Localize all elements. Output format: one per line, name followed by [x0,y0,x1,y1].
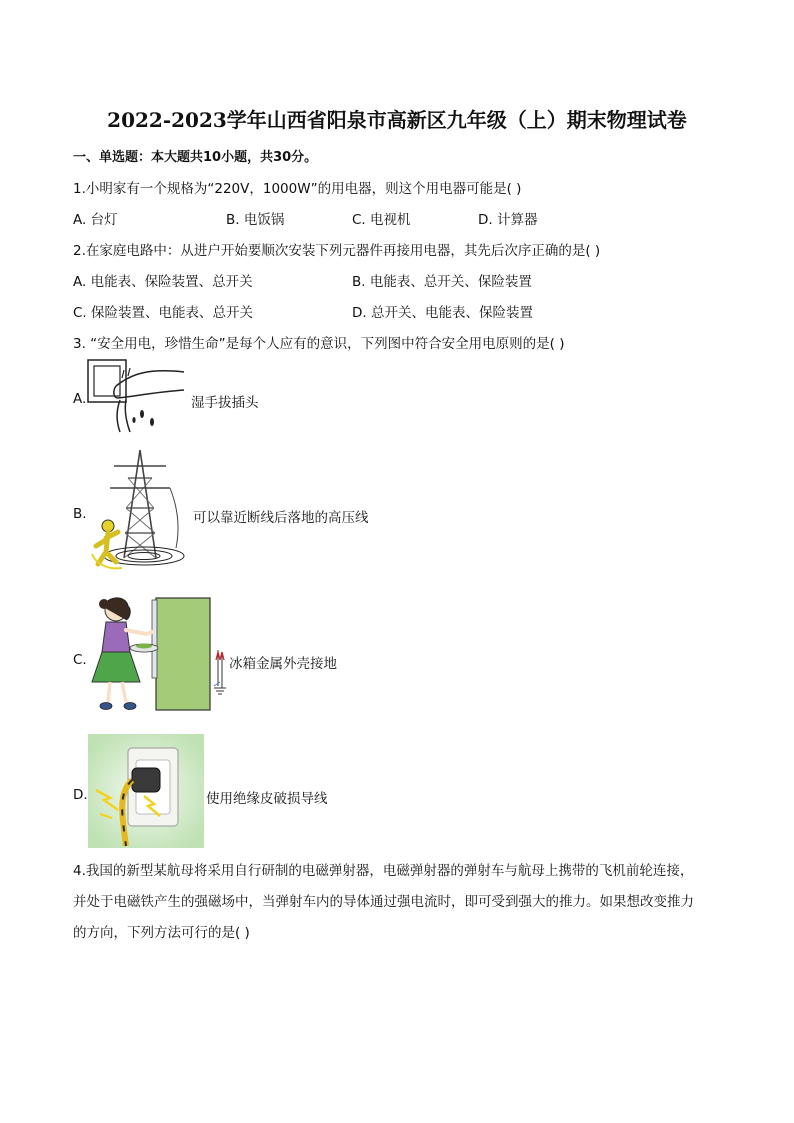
q3-option-b-caption: 可以靠近断线后落地的高压线 [193,510,369,526]
q2-option-a: A. 电能表、保险装置、总开关 [73,274,253,290]
section-heading: 一、单选题：本大题共10小题，共30分。 [73,150,318,165]
q2-option-c: C. 保险装置、电能表、总开关 [73,305,254,321]
q1-option-c: C. 电视机 [352,212,411,228]
q1-option-d: D. 计算器 [478,212,538,228]
q3-option-a-caption: 湿手拔插头 [191,395,259,411]
q2-option-b: B. 电能表、总开关、保险装置 [352,274,532,290]
damaged-wire-plug-illustration [88,734,204,848]
question-4-line-1: 4.我国的新型某航母将采用自行研制的电磁弹射器，电磁弹射器的弹射车与航母上携带的飞机前轮连接， [73,863,694,879]
q1-option-a: A. 台灯 [73,212,118,228]
question-4-line-3: 的方向，下列方法可行的是( ) [73,925,250,941]
high-voltage-tower-illustration [88,448,188,578]
exam-title: 2022-2023学年山西省阳泉市高新区九年级（上）期末物理试卷 [107,108,687,132]
q3-option-b-letter: B. [73,506,87,522]
question-2-stem: 2.在家庭电路中：从进户开始要顺次安装下列元器件再接用电器，其先后次序正确的是( ) [73,243,601,259]
q3-option-c-letter: C. [73,652,87,668]
question-3-stem: 3. “安全用电，珍惜生命”是每个人应有的意识，下列图中符合安全用电原则的是( ) [73,336,565,352]
q2-option-d: D. 总开关、电能表、保险装置 [352,305,533,321]
q3-option-d-caption: 使用绝缘皮破损导线 [206,791,328,807]
wet-hand-unplug-illustration [86,356,186,434]
q3-option-a-letter: A. [73,391,87,407]
q3-option-c-caption: 冰箱金属外壳接地 [229,656,337,672]
question-1-stem: 1.小明家有一个规格为“220V，1000W”的用电器，则这个用电器可能是( ) [73,181,522,197]
fridge-grounded-illustration [86,590,232,718]
q1-option-b: B. 电饭锅 [226,212,285,228]
question-4-line-2: 并处于电磁铁产生的强磁场中，当弹射车内的导体通过强电流时，即可受到强大的推力。如果想改变推力 [73,894,694,910]
question-4-stem [73,856,723,949]
q3-option-d-letter: D. [73,787,88,803]
